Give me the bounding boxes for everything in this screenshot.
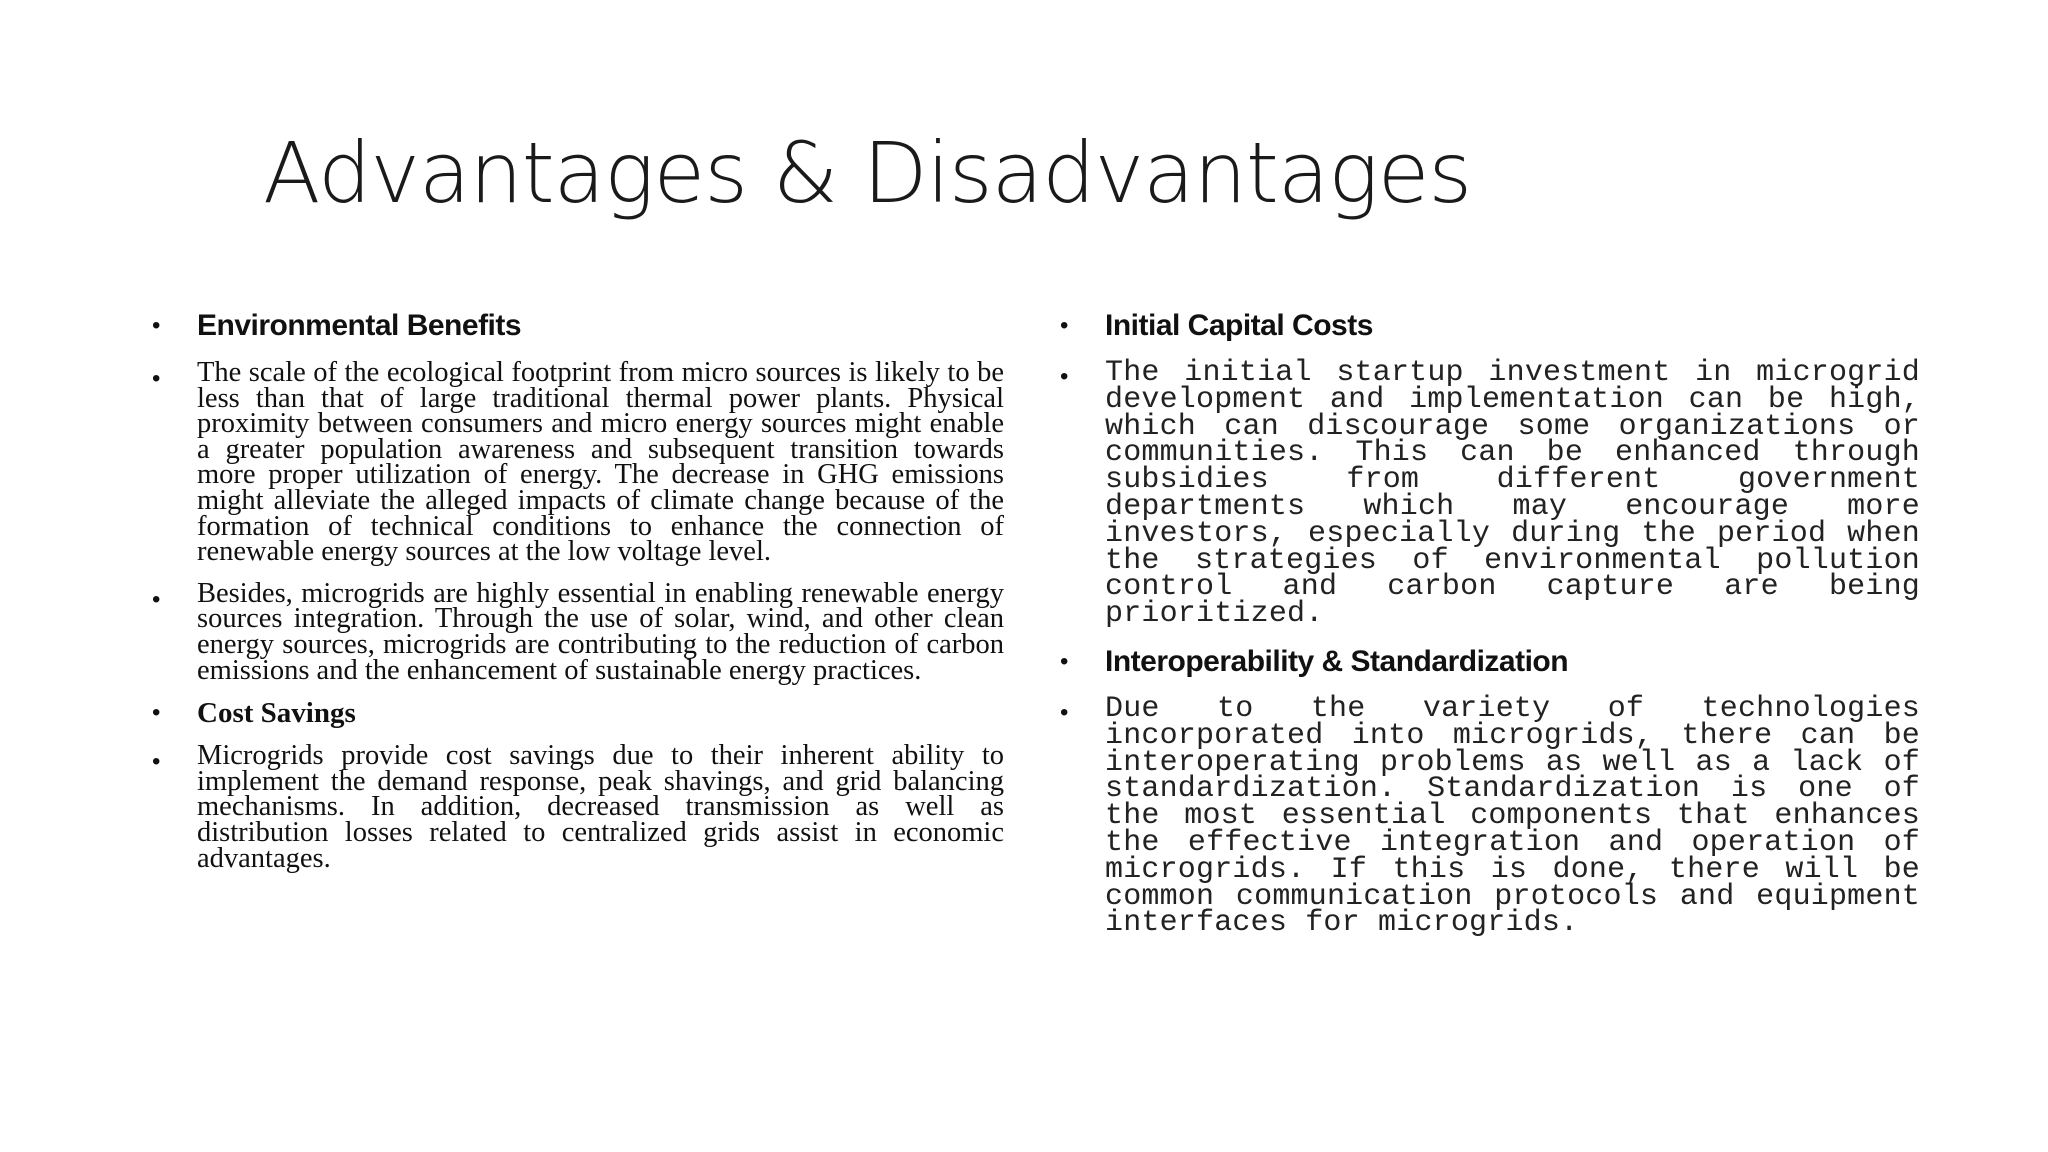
bullet-cost-savings [152,693,1004,733]
right-column [1060,302,1920,947]
bullet-marker: • [152,585,161,613]
bullet-marker: • [152,748,161,776]
heading-cost-savings: Cost Savings [197,697,356,730]
heading-environmental-benefits: Environmental Benefits [197,309,522,342]
bullet-renewable-integration [152,577,1004,686]
bullet-marker: • [152,365,161,392]
bullet-marker: • [1060,312,1069,339]
bullet-marker: • [1060,647,1069,675]
bullet-ecological-footprint [152,357,1004,568]
slide-title: Advantages & Disadvantages [263,124,1472,222]
paragraph-capital-costs: The initial startup investment in microgrid development and implementation can be high, which can discourage some organizations or communities. This can be enhanced through subsidies from different government departments which may encourage more investors, especially during the period when the strategies of environmental pollution control and carbon capture are being prioritized. [1105,356,1920,632]
bullet-marker: • [152,312,161,339]
bullet-marker: • [152,699,161,727]
bullet-environmental-benefits [152,302,1004,350]
bullet-interoperability [1060,638,1920,686]
paragraph-renewable-integration: Besides, microgrids are highly essential in enabling renewable energy sources integration. Through the use of solar, wind, and other clean energy sources, microgrids are contributing to the reduction of carbon emissions and the enhancement of sustainable energy practices. [197,577,1004,686]
bullet-cost-savings-detail [152,740,1004,874]
bullet-initial-capital-costs [1060,302,1920,350]
bullet-interoperability-detail [1060,691,1920,941]
bullet-capital-costs-detail [1060,356,1920,632]
heading-interoperability: Interoperability & Standardization [1105,644,1569,678]
heading-initial-capital-costs: Initial Capital Costs [1105,309,1373,342]
bullet-marker: • [1060,698,1069,726]
paragraph-ecological-footprint: The scale of the ecological footprint from micro sources is likely to be less than that of large traditional thermal power plants. Physical proximity between consumers and micro energy sources might enable a greater population awareness and subsequent transition towards more proper utilization of energy. The decrease in GHG emissions might alleviate the alleged impacts of climate change because of the formation of technical conditions to enhance the connection of renewable energy sources at the low voltage level. [197,357,1004,568]
left-column [152,302,1004,881]
bullet-marker: • [1060,363,1069,390]
paragraph-cost-savings: Microgrids provide cost savings due to their inherent ability to implement the demand response, peak shavings, and grid balancing mechanisms. In addition, decreased transmission as well as distribution losses related to centralized grids assist in economic advantages. [197,740,1004,874]
paragraph-interoperability: Due to the variety of technologies incorporated into microgrids, there can be interoperating problems as well as a lack of standardization. Standardization is one of the most essential components that enhances the effective integration and operation of microgrids. If this is done, there will be common communication protocols and equipment interfaces for microgrids. [1105,691,1920,941]
